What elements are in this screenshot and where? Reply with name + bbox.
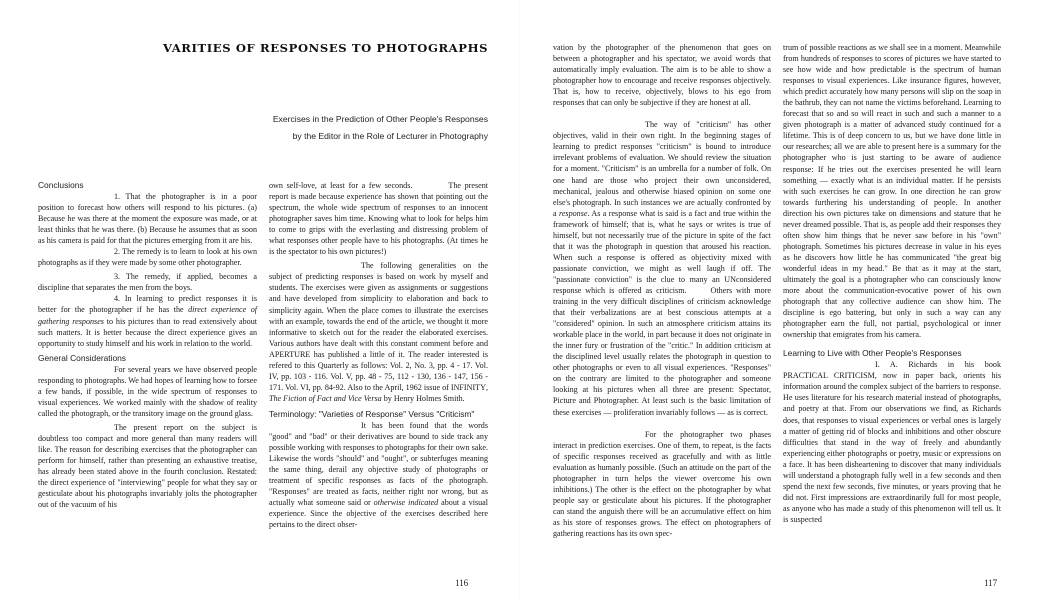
text-run: has published a little of it. The reader interested is refered to this Quarterly as follows: Vol. 2, No. 3, pp. 4 - 17. Vol. IV, pp. 103 - 116. Vol. V, pp. 48 - 75, 112 - 130, 136 - 147, 156 - 171. Vol. VI, pp. 84-92. Also to the April, 1962 issue of: [269, 349, 488, 392]
page-number-right: 117: [984, 578, 998, 588]
column-2: [269, 180, 488, 530]
article-title: VARITIES OF RESPONSES TO PHOTOGRAPHS: [163, 41, 489, 55]
text-run: The present report is made because experience has shown that pointing out the spectrum, the whole wide spectrum of responses to an innocent photographer saves him time. Knowing what to look for helps him to come to grips with the everlasting and distressing problem of what responses other people have to his photographs. (At times he is the spectator to his own pictures!): [269, 181, 488, 257]
article-subtitle-line-1: Exercises in the Prediction of Other People's Responses: [272, 114, 488, 124]
small-caps-text: PRACTICAL CRITICISM: [783, 371, 875, 381]
column-4: [783, 42, 1001, 525]
text-run: 4. In learning to predict responses it is better for the photographer if he has the: [38, 294, 257, 315]
text-run: It has been found that the words "good" and "bad" or their derivatives are bound to side track any possible working with responses to photographs for their own sake. Likewise the words "should" and "ought", or subterfuges meaning the same thing, derail any objective study of photographs or treatment of specific responses as facts of the photograph. "Responses" are treated as facts, neither right nor wrong, but as actually what someone said or: [269, 420, 488, 508]
text-run: to his pictures than to read extensively about such matters. It is better because the direct experience gives an opportunity to study himself and his work in relation to the world.: [38, 316, 257, 348]
text-run: . As a response what is said is a fact and true within the framework of himself; that is, what he says or writes is true of himself, but not necessarily true of the picture in spite of the fact that it was the photograph in question that aroused his reaction. When such a response is offered as objectivity mixed with passionate conviction, we might as well laugh if off. The "passionate conviction" is the clue to many an UNconsidered response which is offered as criticism.: [553, 208, 772, 295]
paragraph: 3. The remedy, if applied, becomes a discipline that separates the men from the boys.: [38, 272, 257, 293]
paragraph: 1. That the photographer is in a poor position to forecast how others will respond to his pictures. (a) Because he was there at the moment the exposure was made, or at least thinks that he was there. (b) Because he assumes that as soon as his camera is paid for that the pictures emerging from it are his.: [38, 192, 257, 246]
emphasis-text: The Fiction of Fact and Vice Versa: [269, 393, 382, 403]
article-subtitle-line-2: by the Editor in the Role of Lecturer in Photography: [292, 131, 488, 141]
heading-general-considerations: General Considerations: [38, 352, 126, 363]
paragraph: For several years we have observed people responding to photographs. We had hopes of learning how to forsee a few bands, if possible, in the wide spectrum of responses to visual experiences. We worked mainly with the shadow of reality called the photograph, or the transitory image on the ground glass.: [38, 364, 257, 418]
paragraph: trum of possible reactions as we shall see in a moment. Meanwhile from hundreds of responses to scores of pictures we have started to see how wide and how predictable is the spectrum of human responses to visual experiences. Like insurance figures, however, which predict accurately how many persons will slip on the soap in the bathrub, they can not name the victims beforehand. Learning to forecast that so and so will react in such and such a manner to a given photograph is a matter of advanced study continued for a lifetime. This is of deep concern to us, but we have done little in our researches; all we are able to present here is a summary for the photographer who is just starting to be aware of audience response: If he tries out the exercises presented he will learn something — exactly what is an individual matter. If he persists with such exercises he can grow. In one direction he can grow towards furthering his understanding of people. In another direction his own pictures take on dimensions and stature that he never dreamed possible. That is, as people add their responses they often show him things that he never saw before in his "own" photograph. Sometimes his pictures decrease in value in his eyes as he discovers how little he has communicated "the great big wonderful ideas in my head." Be that as it may at the start, ultimately the goal is a photographer who can consciously know more about the communication-evocative power of his own photograph that any collective audience can show him. The discipline is ego battering, but only in such a way can any photographer earn the full, not partial, psychological or inner ownership that emigrates from his camera.: [783, 43, 1001, 340]
paragraph: [269, 420, 488, 530]
emphasis-text: response: [558, 208, 588, 218]
paragraph: The present report on the subject is doubtless too compact and more general than many readers will like. The reason for describing exercises that the photographer can perform for himself, rather than presenting an exhaustive treatise, has already been stated above in the fourth conclusion. Restated: the direct experience of "interviewing" people for what they say or gesticulate about his photographs invariably jolts the photographer out of the vacuum of his: [38, 422, 257, 510]
small-caps-text: APERTURE: [269, 349, 311, 359]
paragraph: 2. The remedy is to learn to look at his own photographs as if they were made by some other photographer.: [38, 247, 257, 268]
text-run: own self-love, at least for a few seconds.: [269, 181, 413, 190]
heading-terminology: Terminology: "Varieties of Response" Versus "Criticism": [269, 408, 475, 419]
text-run: Others with more training in the very difficult disciplines of criticism acknowledge that their verbalizations are at best conscious attempts at a "considered" opinion. In such an atmosphere criticism attains its workable place in the world, in part because it does not originate in the inner fury or frustration of the "critic." In addition criticism at the disciplined level usually relates the photograph in question to other photographs or even to all visual experiences. "Responses" on the contrary are limited to the photographer and someone looking at his pictures when all three are present: Spectator, Picture and Photographer. At least such is the basic limitation of these exercises — proliferation invariably follows — as is correct.: [553, 285, 771, 417]
emphasis-text: direct experience of gathering responses: [38, 305, 257, 326]
page-gutter: [519, 0, 520, 600]
page-number-left: 116: [455, 578, 469, 588]
text-run: I. A. Richards in his book: [875, 360, 1001, 370]
paragraph: [553, 119, 771, 417]
small-caps-text: INFINITY: [450, 382, 486, 392]
paragraph: For the photographer two phases interact in prediction exercises. One of them, to repeat, is the facts of specific responses received as gracefully and with as little evaluation as humanly possible. (Such an attitude on the part of the photographer in turn helps the viewer overcome his own inhibitions.) The other is the effect on the photographer by what people say or gesticulate about his pictures. If the photographer can stand the anguish there will be an accumulative effect on him as his store of responses grows. The effect on photographers of gathering reactions has its own spec-: [553, 429, 771, 538]
paragraph: vation by the photographer of the phenomenon that goes on between a photographer and his spectator, we avoid words that automatically imply evaluation. The aim is to be able to show a photographer how to encourage and receive responses objectively. That is, how to receive, objectively, blows to his ego from responses that can only be subjective if they are honest at all.: [553, 43, 771, 108]
heading-learning-to-live: Learning to Live with Other People's Responses: [783, 348, 962, 359]
paragraph: [38, 293, 257, 348]
text-run: about a visual experience. Since the objective of the exercises described here pertains to the direct obser-: [269, 498, 488, 530]
emphasis-text: otherwise indicated: [373, 498, 439, 508]
column-1: [38, 180, 257, 510]
paragraph: [783, 359, 1001, 525]
paragraph: [269, 260, 488, 404]
column-3: [553, 42, 771, 539]
paragraph: [269, 180, 488, 257]
text-run: ,: [485, 382, 488, 392]
text-run: , now in paper back, orients his information around the complex subject of the barriers to response. He uses literature for his research material instead of photographs, and poetry at that. From our observations we find, as Richards does, that responses to visual experiences or verbal ones is largely a matter of getting rid of blocks and inhibitions and other obscure difficulties that stand in the way of freely and abundantly experiencing either photographs or poetry, music or expressions on a face. It has been disheartening to discover that many individuals will understand a photograph fully well in a few seconds and then spend the next few seconds, five minutes, or years proving that he did not. First impressions are extraordinarily full for most people, as anyone who has made a study of this phenomenon will tell us. It is suspected: [783, 371, 1001, 524]
heading-conclusions: Conclusions: [38, 180, 84, 190]
text-run: by Henry Holmes Smith.: [381, 393, 465, 403]
text-run: The way of "criticism" has other objectives, valid in their own right. In the beginning stages of learning to predict responses "criticism" is bound to introduce irrelevant problems of evaluation. We should review the situation for a moment. "Criticism" is an umbrella for a number of folk. On one hand are those who project their own unconsidered, mechanical, jealous and otherwise biased opinion on some one else's photograph. In such instances we are actually confronted by a: [553, 120, 771, 218]
text-run: The following generalities on the subject of predicting responses is based on work by myself and students. The exercises were given as assignments or suggestions and have developed from simplicity to elaboration and back to simplicity again. When the place comes to illustrate the exercises with an example, towards the end of the article, we thought it more informative to sketch out for the reader the elaborated exercises. Various authors have dealt with this constant comment before and: [269, 261, 488, 348]
